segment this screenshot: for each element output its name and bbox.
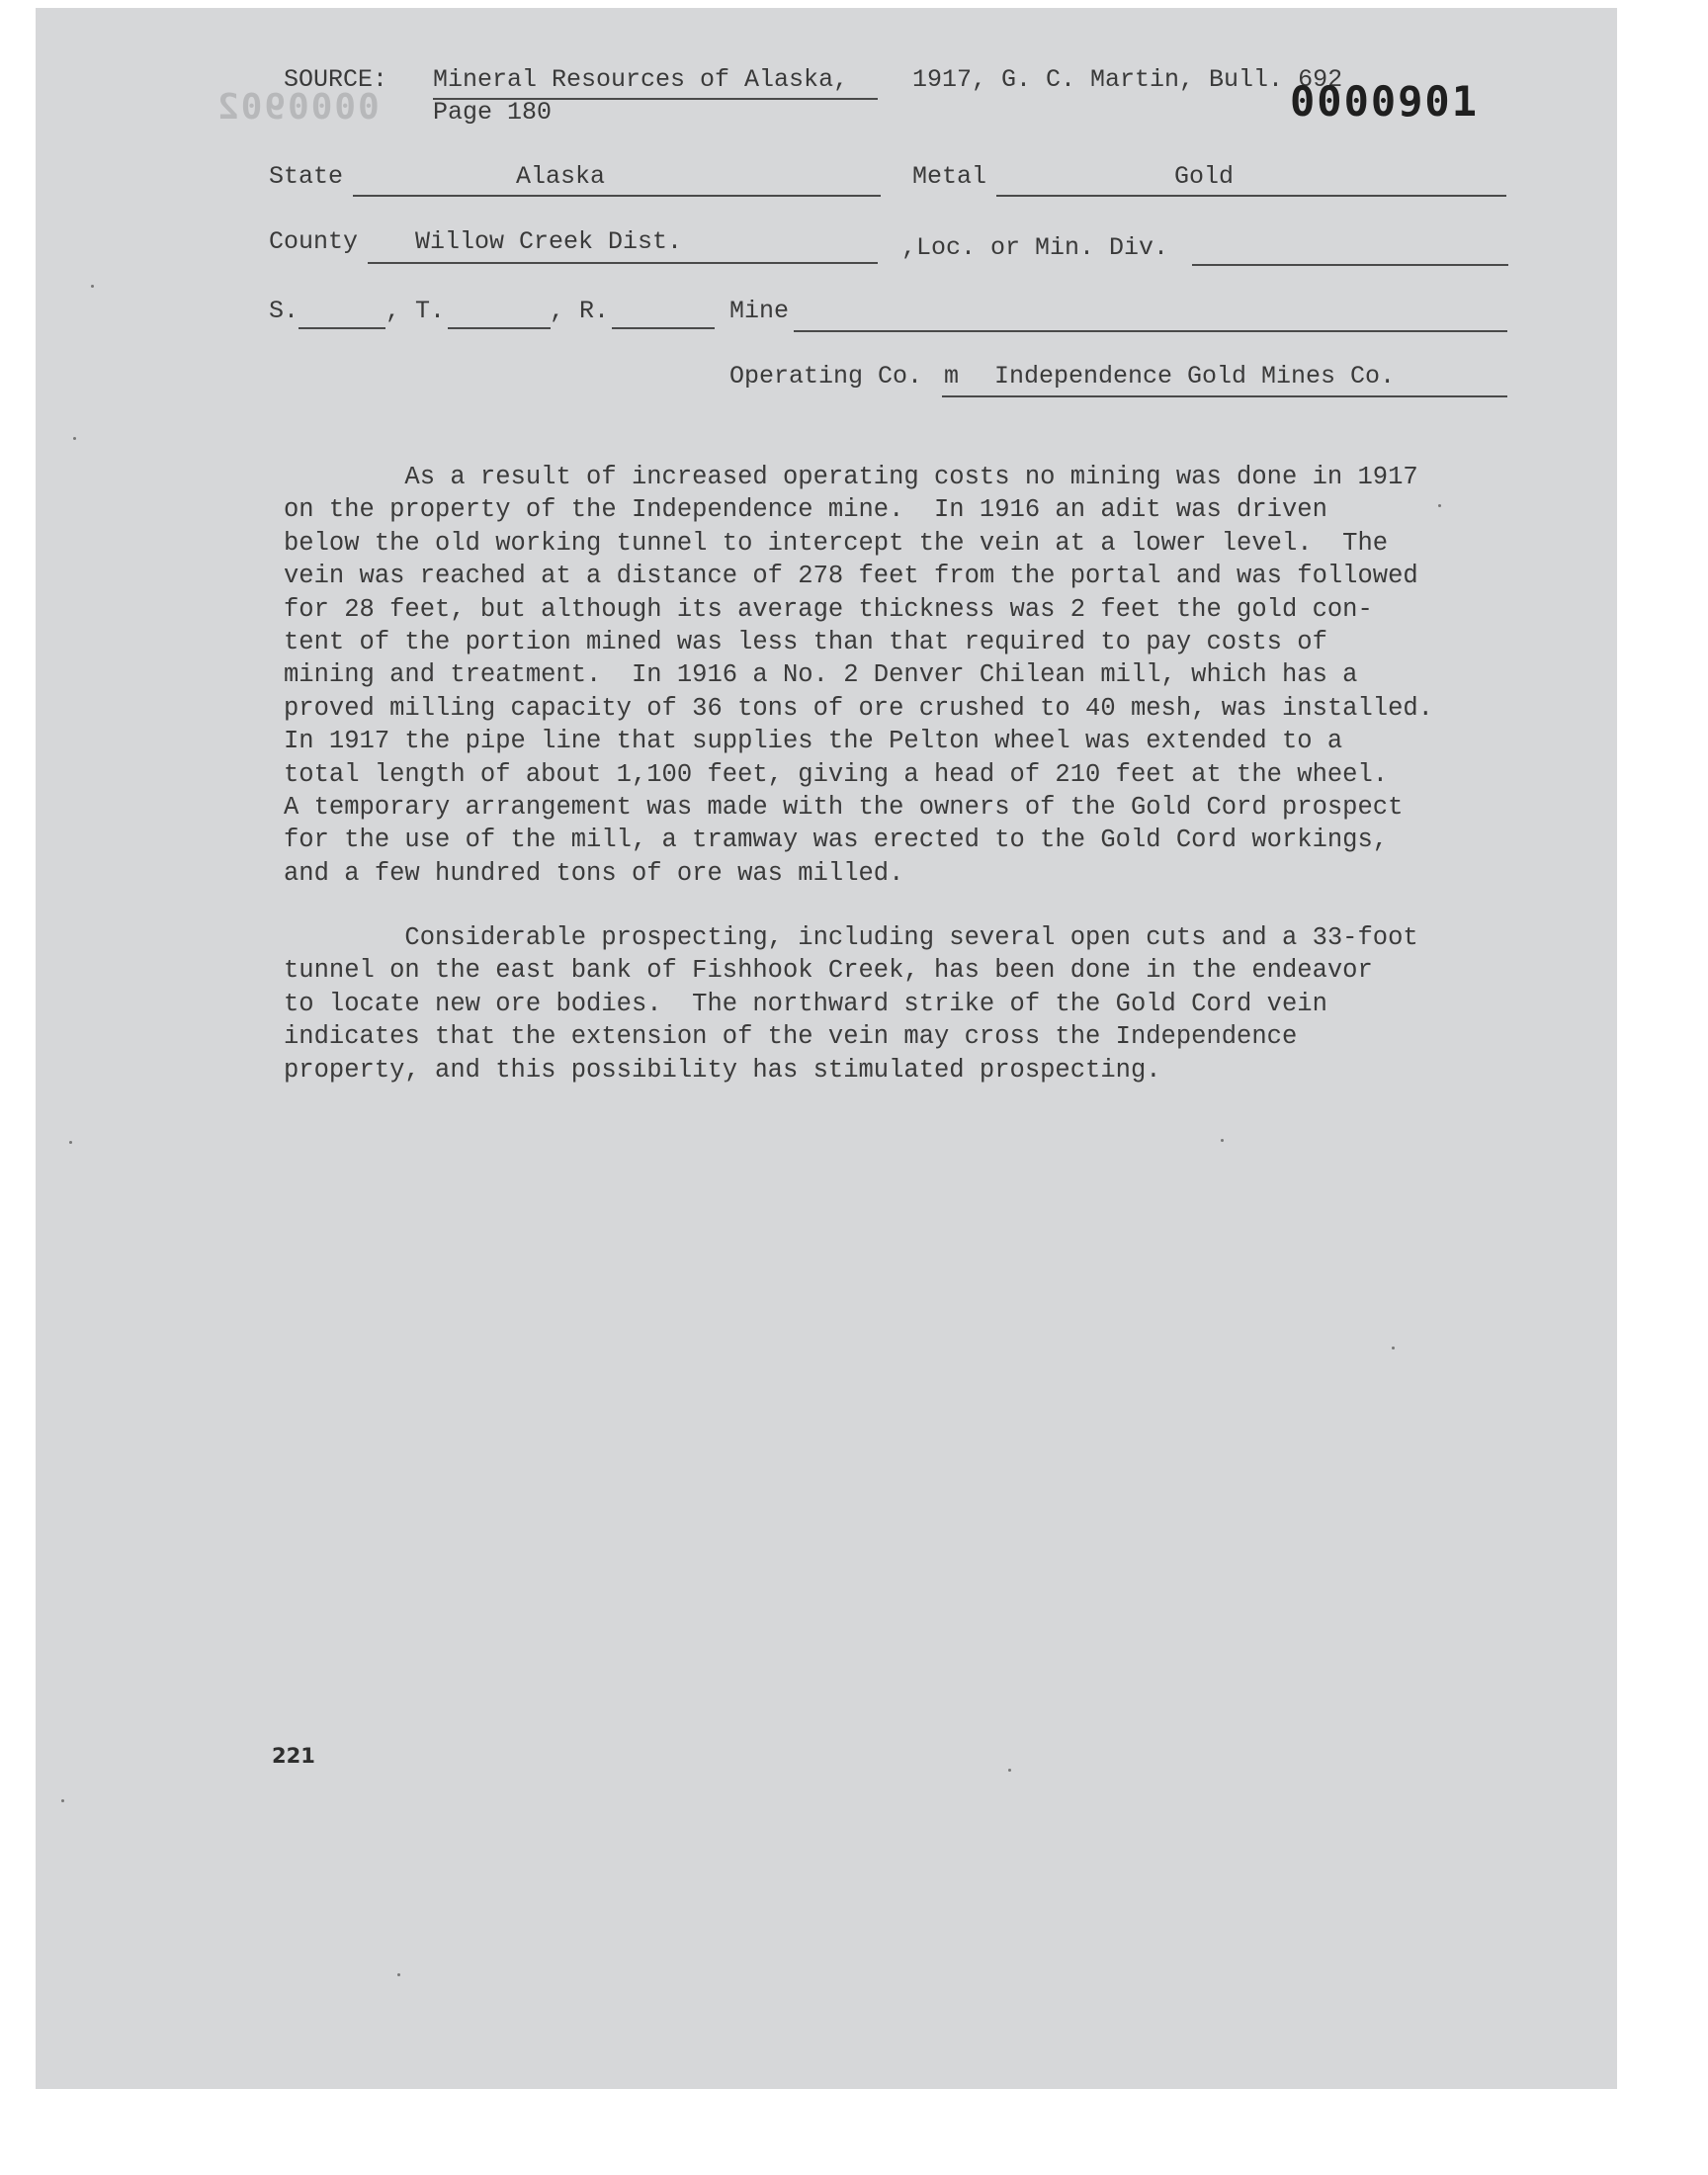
scan-speck — [1438, 504, 1441, 507]
state-value: Alaska — [516, 162, 606, 191]
scan-speck — [91, 285, 94, 288]
operating-label: Operating Co. — [729, 362, 923, 391]
mine-label: Mine — [729, 297, 790, 325]
scan-speck — [69, 1141, 72, 1144]
scan-speck — [1392, 1347, 1395, 1349]
loc-underline — [1192, 264, 1508, 266]
operating-mark: m — [944, 362, 960, 391]
source-label: SOURCE: — [284, 65, 388, 94]
page-marker: 221 — [272, 1744, 315, 1768]
operating-underline — [942, 395, 1507, 397]
mine-underline — [794, 330, 1507, 332]
operating-value: Independence Gold Mines Co. — [994, 362, 1396, 391]
source-page: Page 180 — [433, 98, 553, 127]
state-label: State — [269, 162, 344, 191]
scan-speck — [73, 437, 76, 440]
paragraph-2: Considerable prospecting, including several open cuts and a 33-foot tunnel on the east bank of Fishhook Creek, has been done in the endeavor to locate new ore bodies. The northward strike of the Gold Cord vein indicates that the extension of the vein may cross the Independence property, and this possibility has stimulated prospecting. — [284, 923, 1418, 1085]
range-label: , R. — [550, 297, 610, 325]
scan-speck — [397, 1973, 400, 1976]
section-underline — [299, 327, 385, 329]
scan-speck — [61, 1799, 64, 1802]
township-label: , T. — [385, 297, 446, 325]
state-underline — [353, 195, 881, 197]
section-label: S. — [269, 297, 299, 325]
scan-speck — [1221, 1139, 1224, 1142]
source-title: Mineral Resources of Alaska, — [433, 65, 849, 94]
metal-underline — [996, 195, 1506, 197]
paragraph-1: As a result of increased operating costs no mining was done in 1917 on the property of the Independence mine. In 1916 an adit was driven below the old working tunnel to intercept the vein at a lower level. The vein was reached at a distance of 278 feet from the portal and was followed for 28 feet, but although its average thickness was 2 feet the gold con- tent of the portion mined was less than that required to pay costs of mining and treatment. In 1916 a No. 2 Denver Chilean mill, which has a proved milling capacity of 36 tons of ore crushed to 40 mesh, was installed. In 1917 the pipe line that supplies the Pelton wheel was extended to a total length of about 1,100 feet, giving a head of 210 feet at the wheel. A temporary arrangement was made with the owners of the Gold Cord prospect for the use of the mill, a tramway was erected to the Gold Cord workings, and a few hundred tons of ore was milled. — [284, 463, 1433, 888]
county-underline — [368, 262, 878, 264]
range-underline — [612, 327, 715, 329]
source-details: 1917, G. C. Martin, Bull. 692 — [912, 65, 1343, 94]
township-underline — [448, 327, 551, 329]
loc-label: ,Loc. or Min. Div. — [901, 233, 1169, 262]
county-value: Willow Creek Dist. — [415, 227, 683, 256]
document-number-stamp: 0000901 — [1290, 77, 1480, 126]
metal-value: Gold — [1174, 162, 1235, 191]
county-label: County — [269, 227, 359, 256]
metal-label: Metal — [912, 162, 987, 191]
scan-speck — [1008, 1769, 1011, 1772]
bleed-through-number: 0000902 — [215, 87, 380, 128]
